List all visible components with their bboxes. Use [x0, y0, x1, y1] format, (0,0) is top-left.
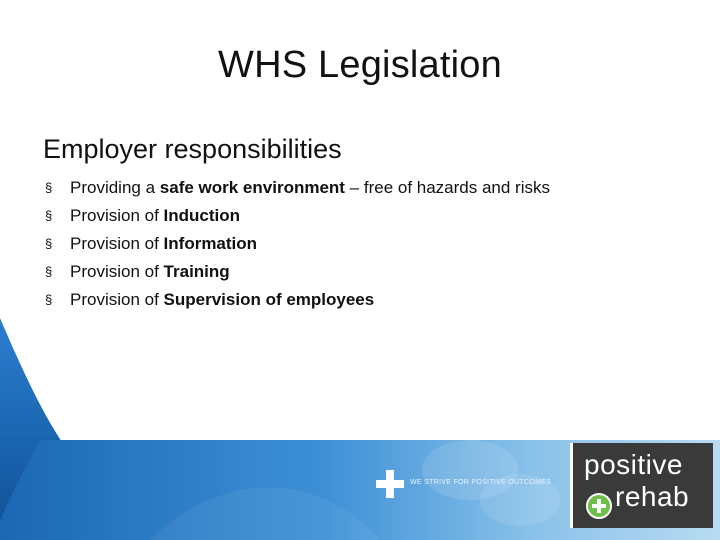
bullet-text-pre: Providing a [70, 178, 160, 197]
bullet-item [40, 230, 550, 258]
bullet-list [40, 174, 550, 314]
plus-icon [376, 470, 404, 498]
bullet-text-post: – free of hazards and risks [344, 178, 550, 197]
bullet-item [40, 286, 550, 314]
bullet-marker: § [45, 264, 53, 279]
bullet-marker: § [45, 236, 53, 251]
bullet-marker: § [45, 208, 53, 223]
bullet-marker: § [45, 292, 53, 307]
bullet-text-pre: Provision of [70, 290, 164, 309]
bullet-text-bold: Training [163, 262, 230, 281]
bullet-text-pre: Provision of [70, 206, 164, 225]
footer-tagline: WE STRIVE FOR POSITIVE OUTCOMES [410, 479, 552, 486]
bullet-item [40, 202, 550, 230]
logo-word-positive: positive [584, 449, 683, 480]
slide-title: WHS Legislation [218, 44, 502, 86]
bullet-text-bold: Induction [163, 206, 241, 225]
bullet-marker: § [45, 180, 53, 195]
bullet-text-pre: Provision of [70, 234, 164, 253]
bullet-text-bold: safe work environment [159, 178, 345, 197]
bullet-text-bold: Information [163, 234, 258, 253]
bullet-text-pre: Provision of [70, 262, 164, 281]
logo-word-rehab: rehab [615, 481, 690, 512]
bullet-item [40, 174, 550, 202]
slide-subtitle: Employer responsibilities [43, 134, 342, 164]
logo-plus-icon [586, 493, 612, 519]
bullet-text-bold: Supervision of employees [163, 290, 375, 309]
bullet-item [40, 258, 550, 286]
